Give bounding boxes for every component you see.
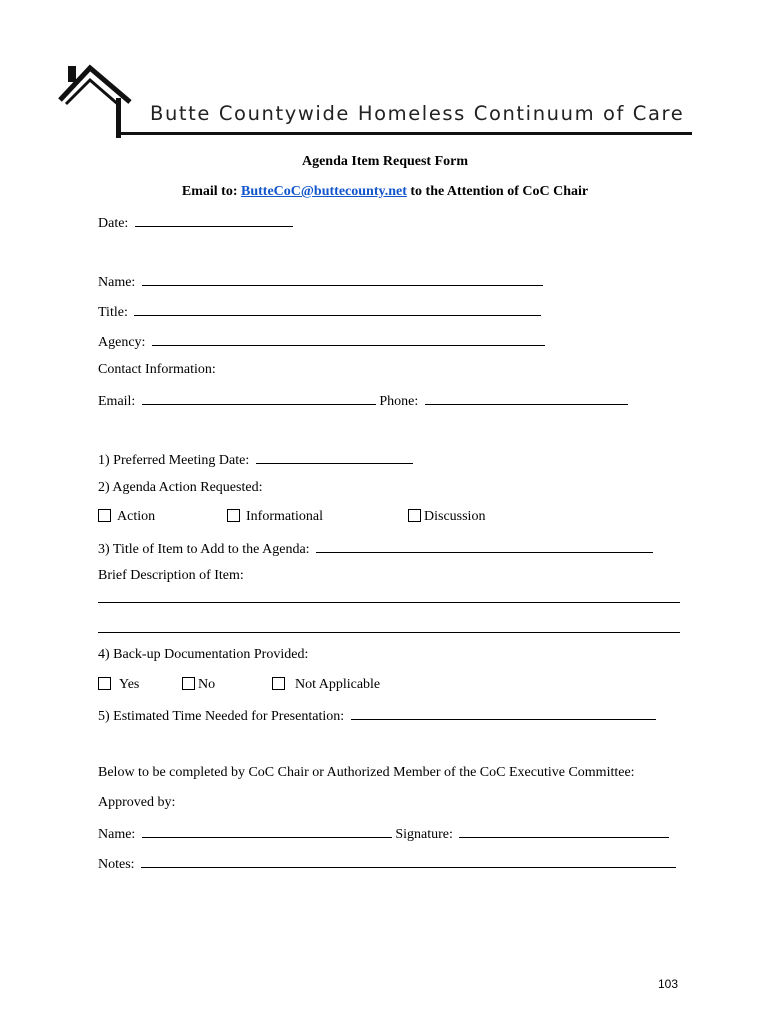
meeting-date-label: 1) Preferred Meeting Date: xyxy=(98,453,250,468)
name-label: Name: xyxy=(98,275,136,290)
item-title-field[interactable] xyxy=(316,539,653,553)
email-suffix: to the Attention of CoC Chair xyxy=(410,184,589,199)
option-discussion[interactable] xyxy=(408,509,485,525)
backup-docs-label: 4) Back-up Documentation Provided: xyxy=(98,647,309,662)
description-label: Brief Description of Item: xyxy=(98,568,244,583)
action-requested-label: 2) Agenda Action Requested: xyxy=(98,480,263,495)
page-number: 103 xyxy=(658,977,679,991)
checkbox-yes[interactable] xyxy=(98,677,111,690)
notes-field[interactable] xyxy=(141,854,676,868)
notes-label: Notes: xyxy=(98,857,135,872)
presentation-time-label: 5) Estimated Time Needed for Presentation: xyxy=(98,709,345,724)
date-label: Date: xyxy=(98,216,129,231)
approved-by-label: Approved by: xyxy=(98,795,176,810)
option-discussion-label: Discussion xyxy=(424,509,486,524)
presentation-time-field[interactable] xyxy=(351,706,656,720)
option-informational[interactable] xyxy=(227,509,323,525)
title-label: Title: xyxy=(98,305,128,320)
signature-field[interactable] xyxy=(459,824,669,838)
signature-label: Signature: xyxy=(395,827,453,842)
chair-note: Below to be completed by CoC Chair or Authorized Member of the CoC Executive Committee: xyxy=(98,765,635,780)
approver-name-field[interactable] xyxy=(142,824,392,838)
notes-row xyxy=(98,854,676,873)
item-title-row xyxy=(98,539,653,558)
checkbox-action[interactable] xyxy=(98,509,111,522)
checkbox-no[interactable] xyxy=(182,677,195,690)
checkbox-not-applicable[interactable] xyxy=(272,677,285,690)
contact-label: Contact Information: xyxy=(98,362,216,377)
phone-label: Phone: xyxy=(379,394,419,409)
description-line-2[interactable] xyxy=(98,632,680,633)
email-phone-row xyxy=(98,391,628,410)
option-not-applicable-label: Not Applicable xyxy=(295,677,381,692)
org-logo xyxy=(56,62,696,140)
approver-name-label: Name: xyxy=(98,827,136,842)
item-title-label: 3) Title of Item to Add to the Agenda: xyxy=(98,542,310,557)
agency-label: Agency: xyxy=(98,335,146,350)
title-field[interactable] xyxy=(134,302,541,316)
date-row xyxy=(98,213,293,232)
form-title: Agenda Item Request Form xyxy=(301,154,469,169)
presentation-time-row xyxy=(98,706,656,725)
approver-row xyxy=(98,824,669,843)
checkbox-discussion[interactable] xyxy=(408,509,421,522)
option-action[interactable] xyxy=(98,509,155,525)
org-name: Butte Countywide Homeless Continuum of Care xyxy=(150,102,685,125)
checkbox-informational[interactable] xyxy=(227,509,240,522)
date-field[interactable] xyxy=(135,213,293,227)
name-field[interactable] xyxy=(142,272,543,286)
meeting-date-field[interactable] xyxy=(256,450,413,464)
option-informational-label: Informational xyxy=(246,509,323,524)
option-no-label: No xyxy=(198,677,216,692)
email-prefix: Email to: xyxy=(181,184,238,199)
header-rule xyxy=(118,132,692,135)
option-action-label: Action xyxy=(117,509,156,524)
agency-field[interactable] xyxy=(152,332,545,346)
meeting-date-row xyxy=(98,450,413,469)
email-instruction xyxy=(0,184,770,200)
agency-row xyxy=(98,332,545,351)
title-row xyxy=(98,302,541,321)
house-roof-icon xyxy=(56,62,146,140)
option-not-applicable[interactable] xyxy=(272,677,380,693)
phone-field[interactable] xyxy=(425,391,628,405)
name-row xyxy=(98,272,543,291)
email-field[interactable] xyxy=(142,391,376,405)
email-label: Email: xyxy=(98,394,136,409)
option-yes[interactable] xyxy=(98,677,139,693)
description-line-1[interactable] xyxy=(98,602,680,603)
email-link[interactable]: ButteCoC@buttecounty.net xyxy=(241,184,407,199)
option-no[interactable] xyxy=(182,677,215,693)
option-yes-label: Yes xyxy=(119,677,140,692)
